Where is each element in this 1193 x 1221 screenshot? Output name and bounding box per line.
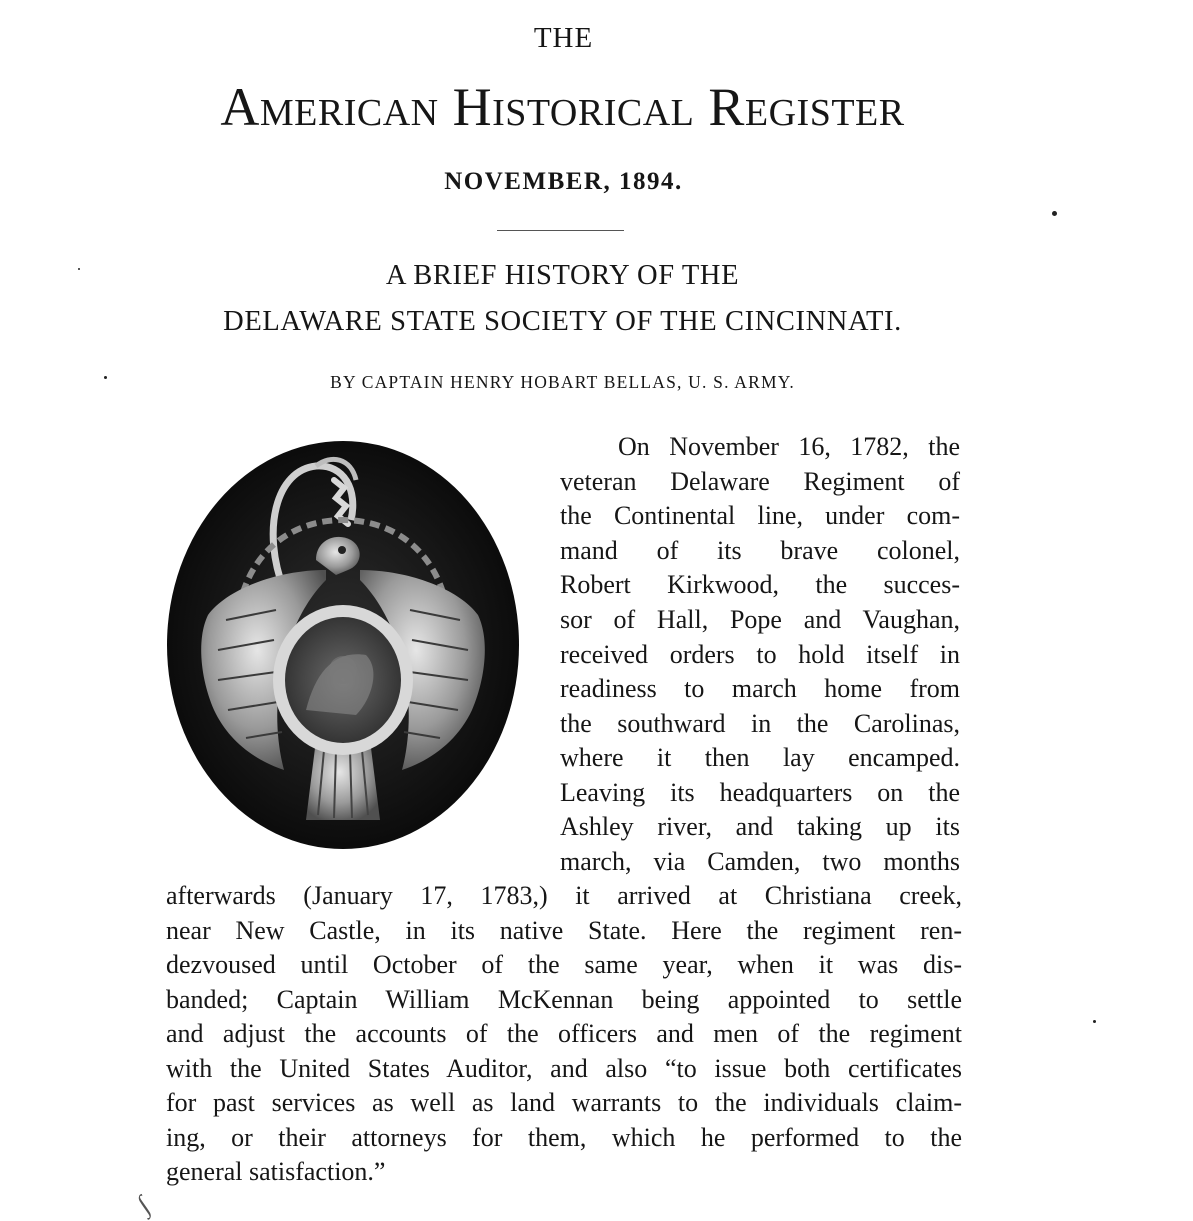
body-line: ing, or their attorneys for them, which he performed to the	[166, 1123, 962, 1152]
body-line: readiness to march home from	[560, 674, 960, 703]
body-line: dezvoused until October of the same year, when it was dis-	[166, 950, 962, 979]
scan-speck	[1093, 1020, 1096, 1023]
scan-speck	[104, 376, 107, 379]
body-line: march, via Camden, two months	[560, 847, 960, 876]
body-line: Ashley river, and taking up its	[560, 812, 960, 841]
journal-title: American Historical Register	[220, 77, 905, 137]
issue-date: NOVEMBER, 1894.	[444, 168, 683, 195]
article-title-line-1: A BRIEF HISTORY OF THE	[385, 260, 740, 291]
body-line: for past services as well as land warrants to the individuals claim-	[166, 1088, 962, 1117]
body-line: veteran Delaware Regiment of	[560, 467, 960, 496]
journal-prefix: THE	[533, 22, 594, 54]
body-line: mand of its brave colonel,	[560, 536, 960, 565]
margin-pencil-mark: ∫	[132, 1190, 155, 1219]
scan-speck	[78, 268, 80, 270]
article-byline: BY CAPTAIN HENRY HOBART BELLAS, U. S. ARMY.	[330, 372, 795, 392]
body-line: afterwards (January 17, 1783,) it arrived at Christiana creek,	[166, 881, 962, 910]
body-line: Leaving its headquarters on the	[560, 778, 960, 807]
section-divider	[497, 230, 624, 231]
body-line: On November 16, 1782, the	[618, 432, 960, 461]
body-line: Robert Kirkwood, the succes-	[560, 570, 960, 599]
body-line: with the United States Auditor, and also “to issue both certificates	[166, 1054, 962, 1083]
body-line: sor of Hall, Pope and Vaughan,	[560, 605, 960, 634]
body-line: the southward in the Carolinas,	[560, 709, 960, 738]
body-line: and adjust the accounts of the officers and men of the regiment	[166, 1019, 962, 1048]
article-title-line-2: DELAWARE STATE SOCIETY OF THE CINCINNATI.	[223, 306, 902, 337]
scan-speck	[1052, 211, 1057, 216]
body-line: the Continental line, under com-	[560, 501, 960, 530]
body-line: where it then lay encamped.	[560, 743, 960, 772]
eagle-medal-icon	[166, 440, 520, 850]
body-line: received orders to hold itself in	[560, 640, 960, 669]
cincinnati-eagle-medal-figure	[166, 440, 520, 850]
body-line: general satisfaction.”	[166, 1157, 386, 1186]
body-line: near New Castle, in its native State. Here the regiment ren-	[166, 916, 962, 945]
body-line: banded; Captain William McKennan being appointed to settle	[166, 985, 962, 1014]
